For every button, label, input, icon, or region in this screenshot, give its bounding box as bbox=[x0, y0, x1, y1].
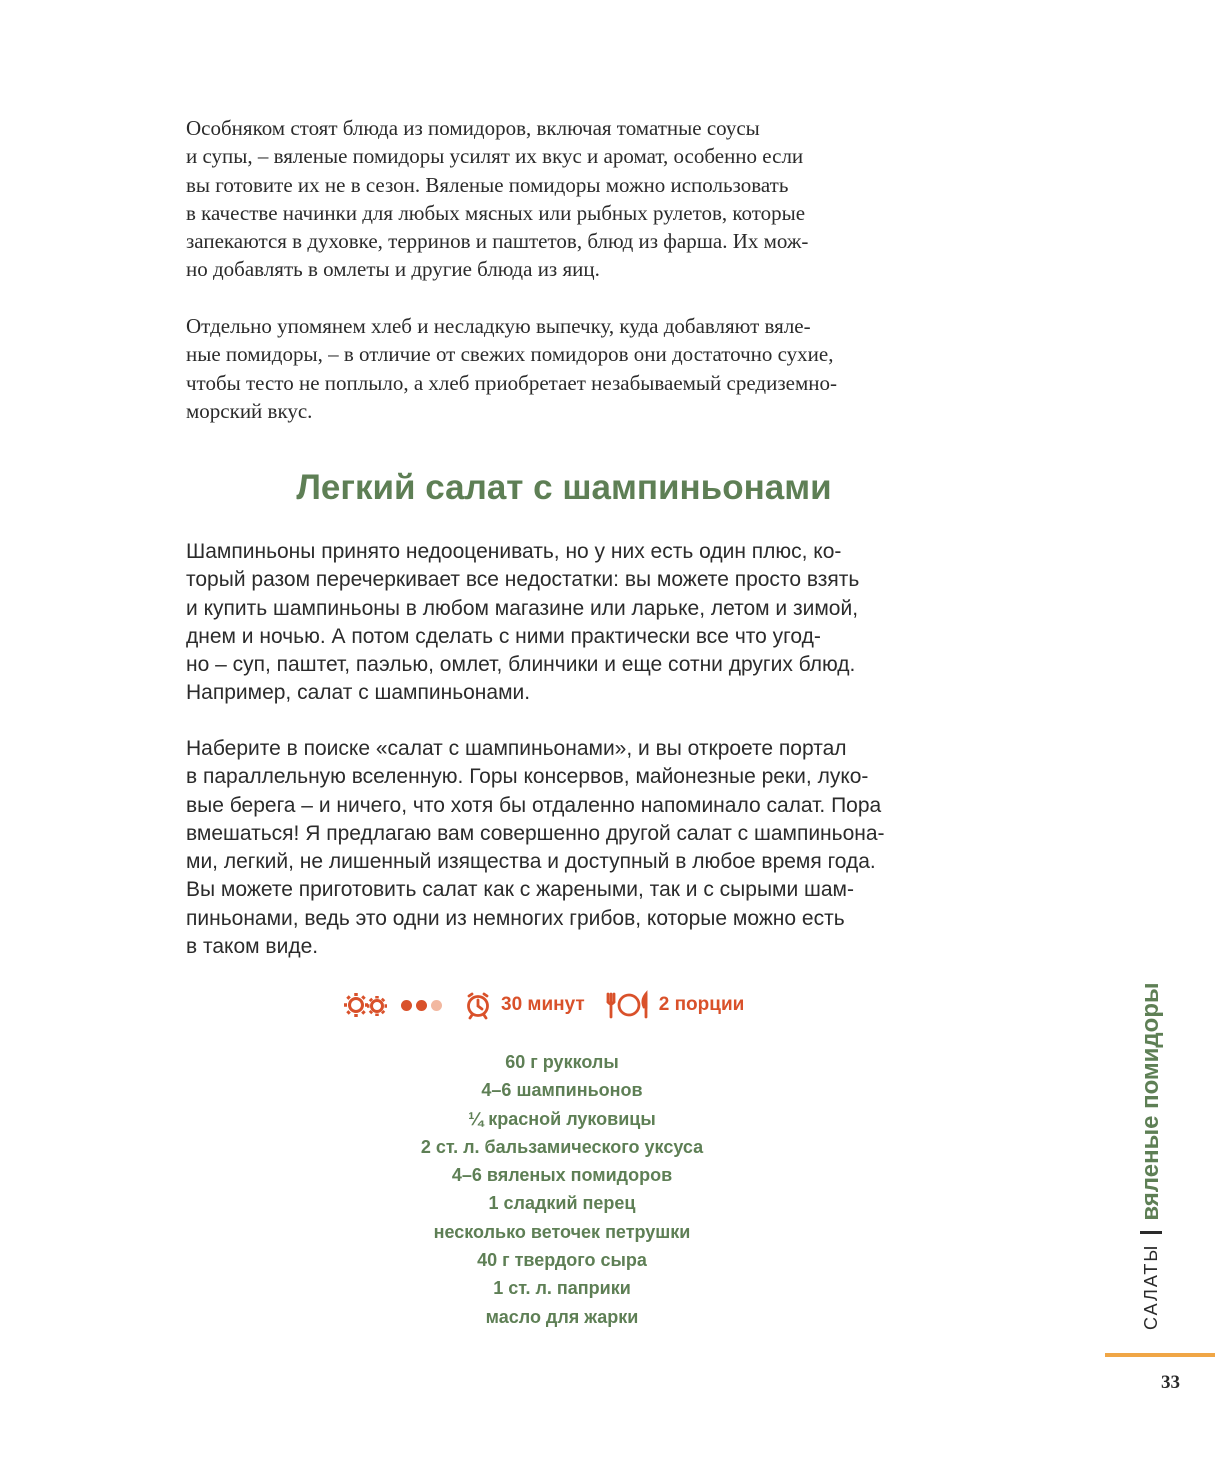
text-line: но – суп, паштет, паэлью, омлет, блинчики и еще сотни других блюд. bbox=[186, 653, 856, 677]
cutlery-icon bbox=[605, 990, 651, 1020]
ingredient-item: ¼ красной луковицы bbox=[468, 1108, 656, 1129]
clock-icon bbox=[464, 990, 492, 1020]
text-line: чтобы тесто не поплыло, а хлеб приобретает незабываемый средиземно- bbox=[186, 370, 837, 395]
text-line: Шампиньоны принято недооценивать, но у них есть один плюс, ко- bbox=[186, 540, 842, 563]
gears-icon bbox=[343, 990, 391, 1020]
difficulty-dot bbox=[416, 1000, 427, 1011]
text-line: морский вкус. bbox=[186, 398, 313, 423]
text-line: ми, легкий, не лишенный изящества и доступный в любое время года. bbox=[186, 850, 876, 874]
page-number: 33 bbox=[1161, 1372, 1180, 1393]
ingredient-item: 60 г рукколы bbox=[505, 1052, 619, 1072]
text-line: днем и ночью. А потом сделать с ними практически все что угод- bbox=[186, 624, 821, 648]
text-line: пиньонами, ведь это одни из немногих грибов, которые можно есть bbox=[186, 906, 845, 930]
ingredient-item: масло для жарки bbox=[485, 1306, 639, 1327]
intro-paragraph-2 bbox=[186, 312, 837, 425]
section-label: САЛАТЫ bbox=[1140, 1243, 1161, 1330]
recipe-paragraph-2 bbox=[186, 735, 885, 961]
time-label: 30 минут bbox=[501, 994, 585, 1015]
text-line: Наберите в поиске «салат с шампиньонами», и вы откроете портал bbox=[186, 737, 847, 760]
page-rule bbox=[1105, 1353, 1215, 1357]
difficulty-dot bbox=[401, 1000, 412, 1011]
text-line: и супы, – вяленые помидоры усилят их вкус и аромат, особенно если bbox=[186, 144, 804, 169]
ingredient-item: несколько веточек петрушки bbox=[433, 1221, 691, 1242]
text-line: вые берега – и ничего, что хотя бы отдаленно напоминало салат. Пора bbox=[186, 793, 882, 817]
chapter-label: вяленые помидоры bbox=[1137, 982, 1164, 1221]
ingredient-item: 40 г твердого сыра bbox=[477, 1250, 647, 1271]
text-line: торый разом перечеркивает все недостатки: вы можете просто взять bbox=[186, 568, 860, 592]
text-line: но добавлять в омлеты и другие блюда из яиц. bbox=[186, 257, 600, 282]
ingredient-item: 1 сладкий перец bbox=[488, 1193, 636, 1214]
difficulty-dot bbox=[431, 1000, 442, 1011]
intro-paragraph-1 bbox=[186, 114, 808, 284]
text-line: вы готовите их не в сезон. Вяленые помидоры можно использовать bbox=[186, 172, 789, 197]
text-line: Вы можете приготовить салат как с жареными, так и с сырыми шам- bbox=[186, 878, 854, 902]
difficulty-dots bbox=[401, 1000, 442, 1011]
recipe-paragraph-1 bbox=[186, 538, 859, 708]
ingredient-item: 4–6 шампиньонов bbox=[481, 1080, 643, 1101]
ingredient-item: 2 ст. л. бальзамического уксуса bbox=[420, 1136, 704, 1157]
text-line: Особняком стоят блюда из помидоров, включая томатные соусы bbox=[186, 116, 760, 140]
ingredient-list bbox=[362, 1048, 762, 1331]
text-line: запекаются в духовке, терринов и паштетов, блюд из фарша. Их мож- bbox=[186, 229, 809, 254]
text-line: Например, салат с шампиньонами. bbox=[186, 681, 531, 705]
recipe-title: Легкий салат с шампиньонами bbox=[296, 468, 832, 507]
text-line: в таком виде. bbox=[186, 935, 319, 959]
chapter-side-tab bbox=[1136, 982, 1170, 1330]
text-line: ные помидоры, – в отличие от свежих помидоров они достаточно сухие, bbox=[186, 342, 834, 367]
text-line: Отдельно упомянем хлеб и несладкую выпечку, куда добавляют вяле- bbox=[186, 314, 811, 338]
text-line: в качестве начинки для любых мясных или рыбных рулетов, которые bbox=[186, 200, 806, 225]
text-line: и купить шампиньоны в любом магазине или ларьке, летом и зимой, bbox=[186, 596, 859, 620]
recipe-meta bbox=[343, 988, 744, 1022]
text-line: в параллельную вселенную. Горы консервов, майонезные реки, луко- bbox=[186, 765, 869, 789]
servings-label: 2 порции bbox=[658, 994, 745, 1015]
divider bbox=[1140, 1231, 1162, 1234]
ingredient-item: 4–6 вяленых помидоров bbox=[451, 1165, 673, 1186]
text-line: вмешаться! Я предлагаю вам совершенно другой салат с шампиньона- bbox=[186, 821, 885, 845]
ingredient-item: 1 ст. л. паприки bbox=[493, 1278, 631, 1299]
